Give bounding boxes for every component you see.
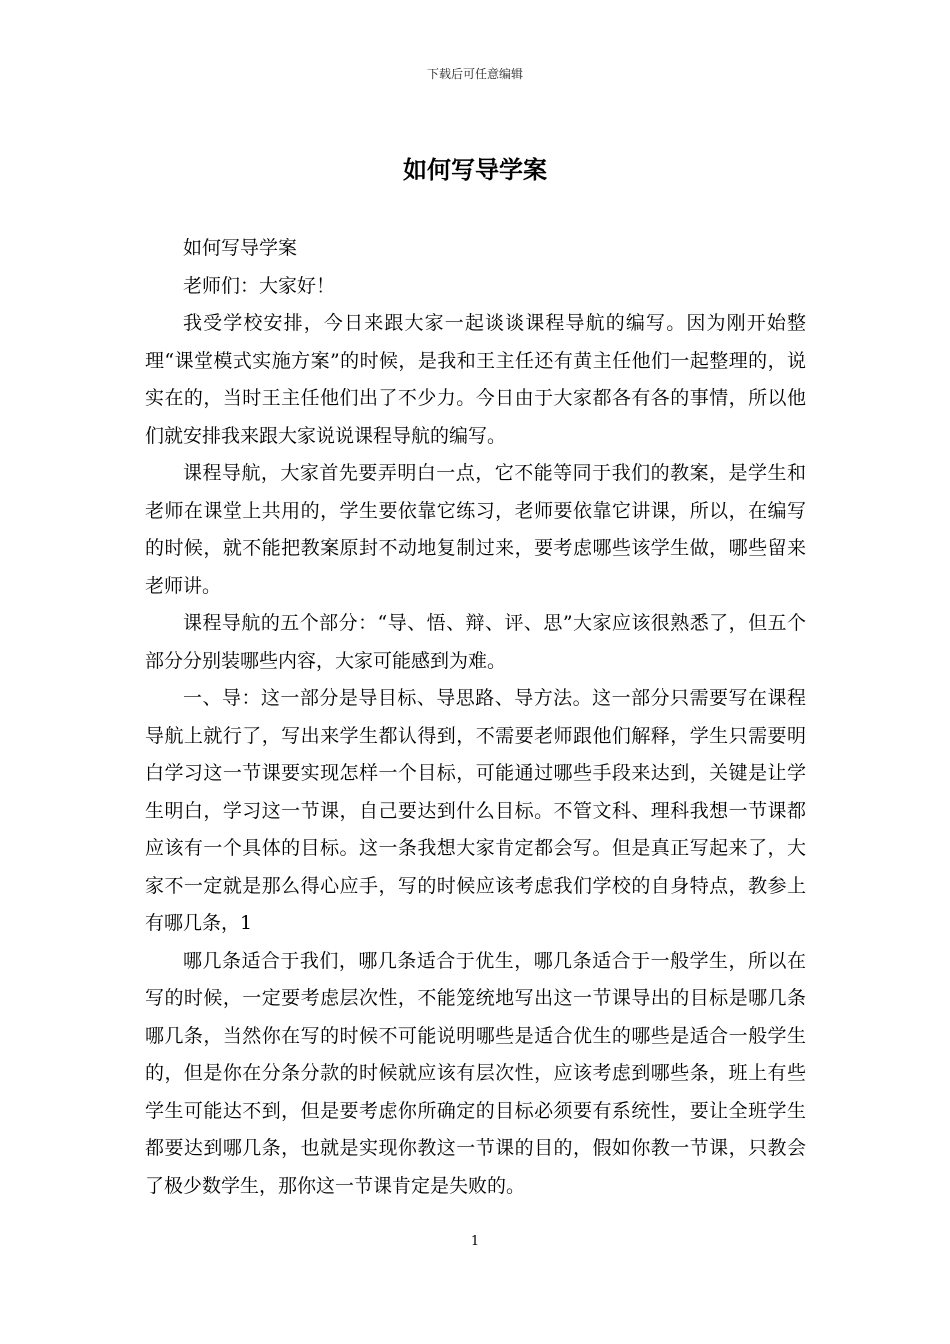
paragraph-subtitle: 如何写导学案 bbox=[183, 237, 298, 259]
document-body bbox=[145, 230, 806, 1205]
paragraph-layered-goals: 哪几条适合于我们，哪几条适合于优生，哪几条适合于一般学生，所以在写的时候，一定要考虑层次性，不能笼统地写出这一节课导出的目标是哪几条哪几条，当然你在写的时候不可能说明哪些是适合优生的哪些是适合一般学生的，但是你在分条分款的时候就应该有层次性，应该考虑到哪些条，班上有些学生可能达不到，但是要考虑你所确定的目标必须要有系统性，要让全班学生都要达到哪几条，也就是实现你教这一节课的目的，假如你教一节课，只教会了极少数学生，那你这一节课肯定是失败的。 bbox=[145, 949, 806, 1197]
paragraph-intro: 我受学校安排，今日来跟大家一起谈谈课程导航的编写。因为刚开始整理“课堂模式实施方案”的时候，是我和王主任还有黄主任他们一起整理的，说实在的，当时王主任他们出了不少力。今日由于大家都各有各的事情，所以他们就安排我来跟大家说说课程导航的编写。 bbox=[145, 312, 806, 447]
page-number: 1 bbox=[470, 1234, 480, 1249]
paragraph-five-parts: 课程导航的五个部分：“导、悟、辩、评、思”大家应该很熟悉了，但五个部分分别装哪些内容，大家可能感到为难。 bbox=[145, 612, 806, 672]
paragraph-navigation-definition: 课程导航，大家首先要弄明白一点，它不能等同于我们的教案，是学生和老师在课堂上共用的，学生要依靠它练习，老师要依靠它讲课，所以，在编写的时候，就不能把教案原封不动地复制过来，要考虑哪些该学生做，哪些留来老师讲。 bbox=[145, 462, 806, 597]
document-title: 如何写导学案 bbox=[403, 155, 547, 184]
page-header-note: 下载后可任意编辑 bbox=[426, 67, 523, 81]
paragraph-part-one-guide: 一、导：这一部分是导目标、导思路、导方法。这一部分只需要写在课程导航上就行了，写出来学生都认得到，不需要老师跟他们解释，学生只需要明白学习这一节课要实现怎样一个目标，可能通过哪些手段来达到，关键是让学生明白，学习这一节课，自己要达到什么目标。不管文科、理科我想一节课都应该有一个具体的目标。这一条我想大家肯定都会写。但是真正写起来了，大家不一定就是那么得心应手，写的时候应该考虑我们学校的自身特点，教参上有哪几条，1 bbox=[145, 687, 806, 934]
paragraph-greeting: 老师们：大家好！ bbox=[183, 274, 336, 297]
